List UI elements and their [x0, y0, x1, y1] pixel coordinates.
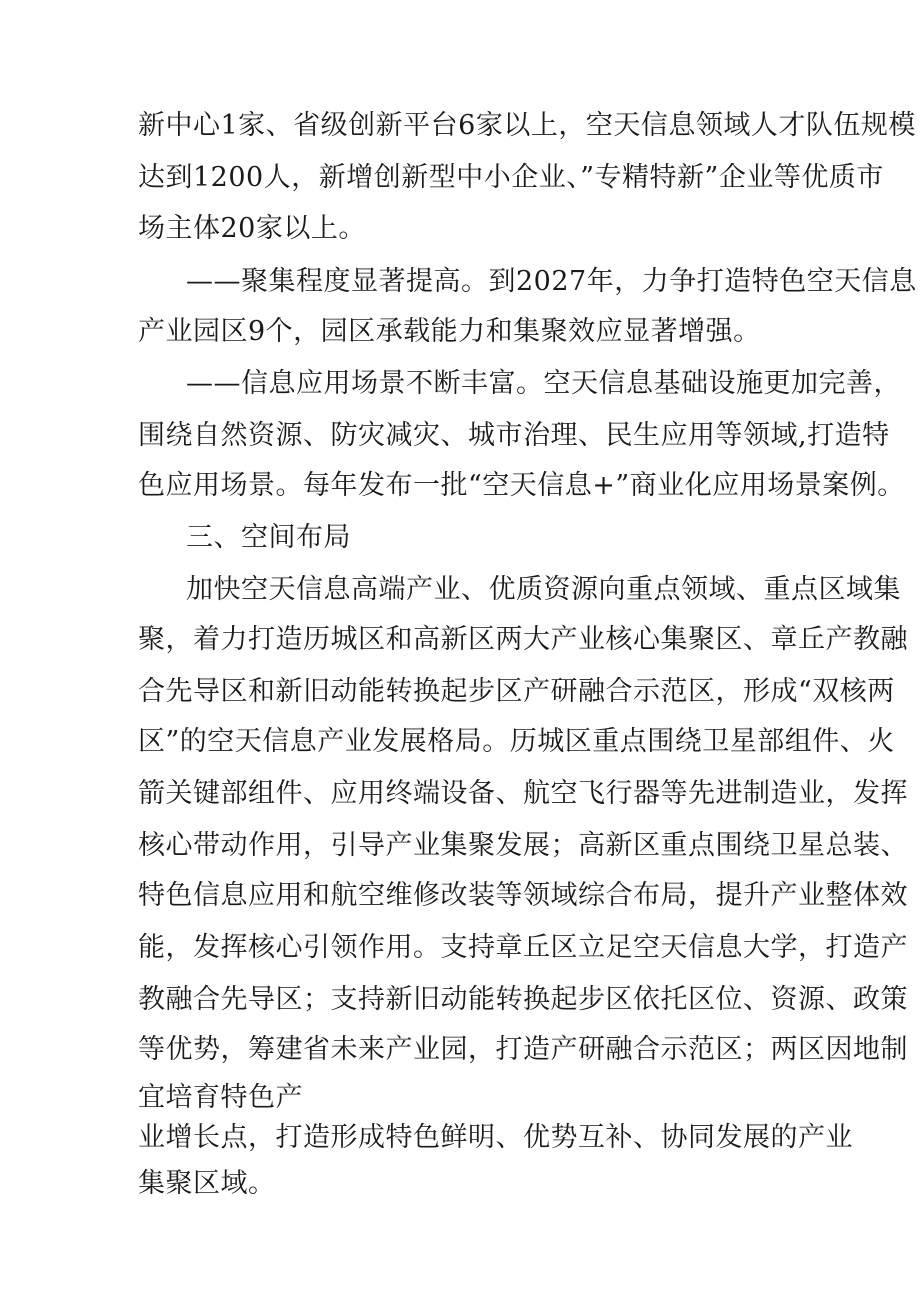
text-line: 聚，着力打造历城区和高新区两大产业核心集聚区、章丘产教融 [138, 624, 908, 655]
text-line: 业增长点，打造形成特色鲜明、优势互补、协同发展的产业 [138, 1122, 853, 1153]
text-line: 围绕自然资源、防灾减灾、城市治理、民生应用等领域,打造特 [138, 420, 890, 451]
text-line: 核心带动作用，引导产业集聚发展；高新区重点围绕卫星总装、 [138, 830, 908, 861]
text-line: 色应用场景。每年发布一批“空天信息+”商业化应用场景案例。 [138, 470, 905, 501]
text-line: 箭关键部组件、应用终端设备、航空飞行器等先进制造业，发挥 [138, 778, 908, 809]
text-line: 合先导区和新旧动能转换起步区产研融合示范区，形成“双核两 [138, 676, 895, 707]
text-line: 集聚区域。 [138, 1168, 276, 1199]
text-line: 能，发挥核心引领作用。支持章丘区立足空天信息大学，打造产 [138, 932, 908, 963]
text-line: ——聚集程度显著提高。到2027年，力争打造特色空天信息 [186, 266, 917, 297]
text-line: 教融合先导区；支持新旧动能转换起步区依托区位、资源、政策 [138, 984, 908, 1015]
section-heading: 三、空间布局 [186, 522, 351, 553]
text-line: 宜培育特色产 [138, 1082, 303, 1113]
text-line: 区”的空天信息产业发展格局。历城区重点围绕卫星部组件、火 [138, 726, 895, 757]
text-line: 加快空天信息高端产业、优质资源向重点领域、重点区域集 [186, 574, 901, 605]
text-line: 特色信息应用和航空维修改装等领域综合布局，提升产业整体效 [138, 880, 908, 911]
text-line: ——信息应用场景不断丰富。空天信息基础设施更加完善， [186, 368, 901, 399]
text-line: 达到1200人，新增创新型中小企业、”专精特新”企业等优质市 [138, 162, 884, 193]
text-line: 新中心1家、省级创新平台6家以上，空天信息领域人才队伍规模 [138, 110, 916, 141]
text-line: 场主体20家以上。 [138, 213, 366, 244]
text-line: 等优势，筹建省未来产业园，打造产研融合示范区；两区因地制 [138, 1034, 908, 1065]
text-line: 产业园区9个，园区承载能力和集聚效应显著增强。 [138, 316, 761, 347]
